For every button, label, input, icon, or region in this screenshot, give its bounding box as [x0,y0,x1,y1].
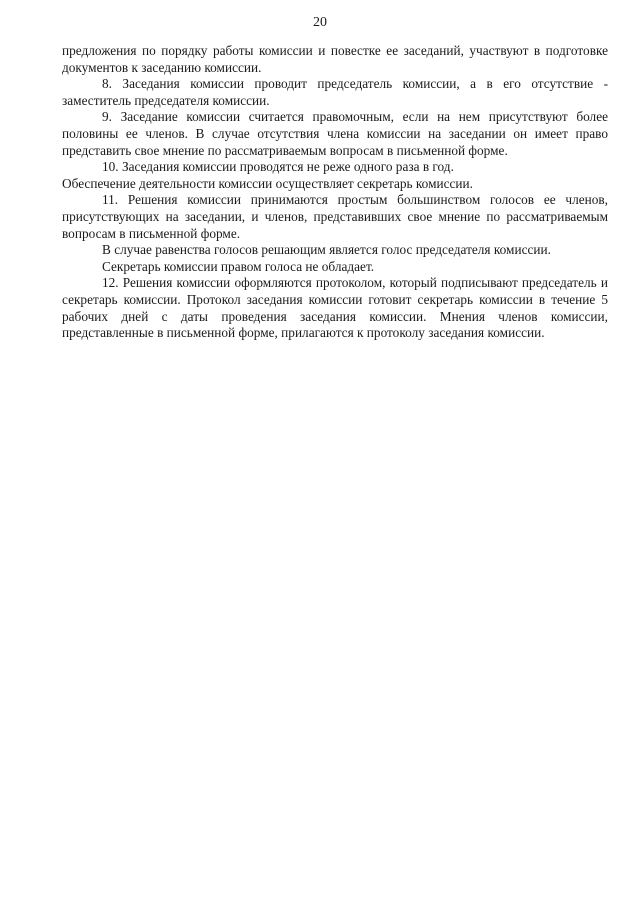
page-number: 20 [313,15,327,30]
document-body [62,43,608,342]
paragraph-tie-vote: В случае равенства голосов решающим является голос председателя комиссии. [102,242,551,258]
paragraph-item-11: 11. Решения комиссии принимаются простым большинством голосов ее членов, присутствующих на заседании, и членов, представивших свое мнение по рассматриваемым вопросам в письменной форме. [62,192,608,241]
paragraph-item-10: 10. Заседания комиссии проводятся не реже одного раза в год. [102,159,454,175]
paragraph-secretary-no-vote: Секретарь комиссии правом голоса не обладает. [102,258,375,274]
paragraph-continuation: предложения по порядку работы комиссии и повестке ее заседаний, участвуют в подготовке документов к заседанию комиссии. [62,43,608,75]
paragraph-item-9: 9. Заседание комиссии считается правомочным, если на нем присутствуют более половины ее членов. В случае отсутствия члена комиссии на заседании он имеет право представить свое мнение по рассматриваемым вопросам в письменной форме. [62,109,608,158]
paragraph-secretary-support: Обеспечение деятельности комиссии осуществляет секретарь комиссии. [62,175,473,191]
paragraph-item-8: 8. Заседания комиссии проводит председатель комиссии, а в его отсутствие - заместитель председателя комиссии. [62,76,608,108]
paragraph-item-12: 12. Решения комиссии оформляются протоколом, который подписывают председатель и секретарь комиссии. Протокол заседания комиссии готовит секретарь комиссии в течение 5 рабочих дней с даты проведения заседания комиссии. Мнения членов комиссии, представленные в письменной форме, прилагаются к протоколу заседания комиссии. [62,275,608,341]
